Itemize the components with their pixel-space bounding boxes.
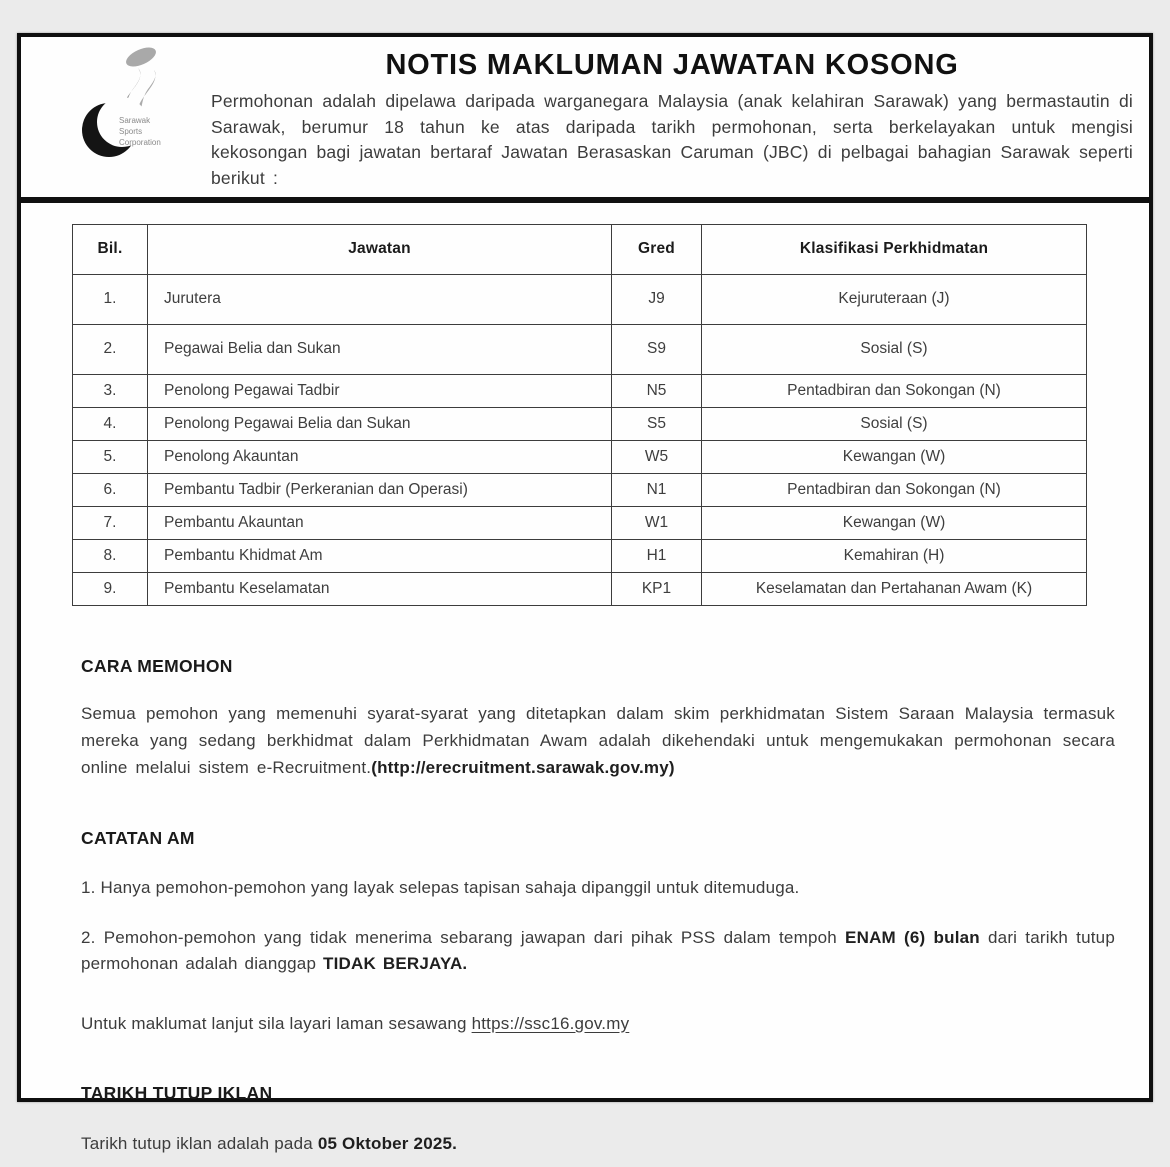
header-divider-rule (21, 197, 1149, 203)
cell-klasifikasi: Kewangan (W) (702, 440, 1087, 473)
cell-bil: 8. (73, 539, 148, 572)
cell-klasifikasi: Kejuruteraan (J) (702, 274, 1087, 324)
column-header-klasifikasi: Klasifikasi Perkhidmatan (702, 224, 1087, 274)
closing-date-prefix: Tarikh tutup iklan adalah pada (81, 1134, 318, 1154)
catatan-item-2 (81, 925, 1115, 978)
catatan-item-2-bold-duration: ENAM (6) bulan (845, 927, 980, 947)
cell-jawatan: Penolong Pegawai Belia dan Sukan (148, 407, 612, 440)
ssc-website-link[interactable]: https://ssc16.gov.my (471, 1013, 630, 1033)
cell-bil: 2. (73, 324, 148, 374)
catatan-item-2-prefix: 2. Pemohon-pemohon yang tidak menerima sebarang jawapan dari pihak PSS dalam tempoh (81, 927, 846, 947)
table-row (73, 274, 1087, 324)
logo-text-line3: Corporation (119, 138, 161, 147)
cell-jawatan: Pembantu Tadbir (Perkeranian dan Operasi) (148, 473, 612, 506)
cara-memohon-text: Semua pemohon yang memenuhi syarat-syarat yang ditetapkan dalam skim perkhidmatan Sistem Saraan Malaysia termasuk mereka yang sedang berkhidmat dalam Perkhidmatan Awam adalah dikehendaki untuk mengemukakan permohonan secara online melalui sistem e-Recruitment. (81, 703, 1115, 777)
table-row (73, 374, 1087, 407)
document-header (21, 37, 1149, 194)
cell-klasifikasi: Keselamatan dan Pertahanan Awam (K) (702, 572, 1087, 605)
notice-document (17, 33, 1153, 1154)
erecruitment-url: (http://erecruitment.sarawak.gov.my) (371, 757, 675, 777)
catatan-item-1: 1. Hanya pemohon-pemohon yang layak selepas tapisan sahaja dipanggil untuk ditemuduga. (81, 878, 800, 898)
column-header-jawatan: Jawatan (148, 224, 612, 274)
cell-klasifikasi: Sosial (S) (702, 324, 1087, 374)
cell-jawatan: Pembantu Keselamatan (148, 572, 612, 605)
catatan-item-2-middle: dari tarikh tutup permohonan adalah dianggap (81, 927, 1115, 974)
cell-gred: S9 (612, 324, 702, 374)
logo-graphic (75, 44, 199, 164)
cell-gred: H1 (612, 539, 702, 572)
cell-bil: 3. (73, 374, 148, 407)
document-body (21, 656, 1149, 1157)
cell-klasifikasi: Kemahiran (H) (702, 539, 1087, 572)
cell-bil: 9. (73, 572, 148, 605)
cell-gred: S5 (612, 407, 702, 440)
cell-gred: N1 (612, 473, 702, 506)
page-title: NOTIS MAKLUMAN JAWATAN KOSONG (385, 49, 959, 81)
column-header-bil: Bil. (73, 224, 148, 274)
cell-klasifikasi: Kewangan (W) (702, 506, 1087, 539)
intro-paragraph: Permohonan adalah dipelawa daripada warganegara Malaysia (anak kelahiran Sarawak) yang bermastautin di Sarawak, berumur 18 tahun ke atas daripada tarikh permohonan, serta berkelayakan untuk mengisi kekosongan bagi jawatan bertaraf Jawatan Berasaskan Caruman (JBC) di pelbagai bahagian Sarawak seperti berikut : (211, 91, 1133, 189)
cell-jawatan: Pembantu Akauntan (148, 506, 612, 539)
cell-klasifikasi: Pentadbiran dan Sokongan (N) (702, 473, 1087, 506)
table-row (73, 440, 1087, 473)
closing-date-line (81, 1131, 1115, 1157)
cara-memohon-paragraph (81, 701, 1115, 782)
logo-text-line1: Sarawak (119, 116, 151, 125)
cara-memohon-heading: CARA MEMOHON (81, 655, 233, 676)
cell-jawatan: Pembantu Khidmat Am (148, 539, 612, 572)
cell-bil: 1. (73, 274, 148, 324)
cell-gred: W1 (612, 506, 702, 539)
more-info-line (81, 1011, 1115, 1037)
table-row (73, 473, 1087, 506)
cell-bil: 5. (73, 440, 148, 473)
cell-bil: 6. (73, 473, 148, 506)
table-row (73, 324, 1087, 374)
sarawak-sports-corporation-logo (75, 44, 199, 164)
cell-gred: N5 (612, 374, 702, 407)
catatan-am-heading: CATATAN AM (81, 828, 195, 849)
closing-date-value: 05 Oktober 2025. (317, 1134, 458, 1154)
cell-bil: 4. (73, 407, 148, 440)
cell-jawatan: Penolong Pegawai Tadbir (148, 374, 612, 407)
column-header-gred: Gred (612, 224, 702, 274)
table-body (73, 274, 1087, 605)
cell-jawatan: Pegawai Belia dan Sukan (148, 324, 612, 374)
logo-head-shape (123, 44, 158, 71)
vacancy-table (72, 224, 1087, 606)
cell-klasifikasi: Pentadbiran dan Sokongan (N) (702, 374, 1087, 407)
cell-gred: KP1 (612, 572, 702, 605)
header-text-block (199, 44, 1133, 192)
cell-jawatan: Jurutera (148, 274, 612, 324)
cell-klasifikasi: Sosial (S) (702, 407, 1087, 440)
cell-gred: J9 (612, 274, 702, 324)
cell-jawatan: Penolong Akauntan (148, 440, 612, 473)
logo-text-line2: Sports (119, 127, 143, 136)
table-row (73, 572, 1087, 605)
table-row (73, 539, 1087, 572)
tarikh-tutup-heading: TARIKH TUTUP IKLAN (81, 1083, 273, 1104)
table-row (73, 407, 1087, 440)
table-header-row (73, 224, 1087, 274)
more-info-prefix: Untuk maklumat lanjut sila layari laman sesawang (81, 1013, 472, 1033)
cell-gred: W5 (612, 440, 702, 473)
table-row (73, 506, 1087, 539)
catatan-item-2-bold-result: TIDAK BERJAYA. (323, 954, 468, 974)
cell-bil: 7. (73, 506, 148, 539)
